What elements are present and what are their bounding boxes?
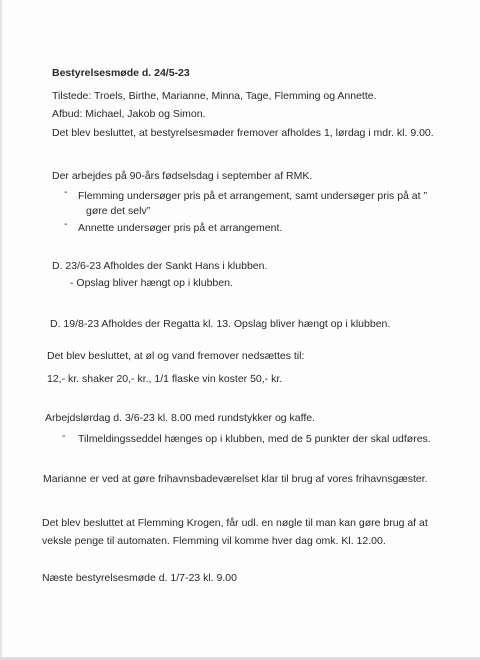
birthday-intro-line: Der arbejdes på 90-års fødselsdag i september af RMK. — [52, 170, 313, 182]
sankthans-line: D. 23/6-23 Afholdes der Sankt Hans i klubben. — [52, 260, 268, 272]
absent-line: Afbud: Michael, Jakob og Simon. — [52, 108, 206, 120]
key-decision-line-2: veksle penge til automaten. Flemming vil komme hver dag omk. Kl. 12.00. — [42, 535, 386, 547]
bullet-dash: - — [64, 186, 68, 198]
bullet-dash: - — [62, 430, 66, 442]
bathroom-line: Marianne er ved at gøre frihavnsbadeværelset klar til brug af vores frihavnsgæster. — [43, 473, 428, 485]
prices-intro-line: Det blev besluttet, at øl og vand fremover nedsættes til: — [47, 350, 305, 362]
birthday-item-1-line-2: gøre det selv” — [86, 205, 151, 217]
regatta-line: D. 19/8-23 Afholdes der Regatta kl. 13. Opslag bliver hængt op i klubben. — [50, 318, 391, 330]
document-title: Bestyrelsesmøde d. 24/5-23 — [52, 67, 190, 79]
meetings-decision-line: Det blev besluttet, at bestyrelsesmøder fremover afholdes 1, lørdag i mdr. kl. 9.00. — [52, 127, 434, 139]
birthday-item-2: Annette undersøger pris på et arrangement. — [78, 222, 283, 234]
bullet-dash: - — [64, 218, 68, 230]
scan-edge-left — [0, 0, 2, 660]
key-decision-line-1: Det blev besluttet at Flemming Krogen, får udl. en nøgle til man kan gøre brug af at — [42, 517, 428, 529]
prices-line: 12,- kr. shaker 20,- kr., 1/1 flaske vin koster 50,- kr. — [47, 373, 283, 385]
next-meeting-line: Næste bestyrelsesmøde d. 1/7-23 kl. 9.00 — [42, 572, 237, 584]
sankthans-item: - Opslag bliver hængt op i klubben. — [70, 277, 233, 289]
work-saturday-item: Tilmeldingsseddel hænges op i klubben, med de 5 punkter der skal udføres. — [78, 433, 431, 445]
birthday-item-1-line-1: Flemming undersøger pris på et arrangement, samt undersøger pris på at ” — [78, 190, 427, 202]
attendees-line: Tilstede: Troels, Birthe, Marianne, Minna, Tage, Flemming og Annette. — [52, 90, 377, 102]
work-saturday-line: Arbejdslørdag d. 3/6-23 kl. 8.00 med rundstykker og kaffe. — [45, 412, 316, 424]
